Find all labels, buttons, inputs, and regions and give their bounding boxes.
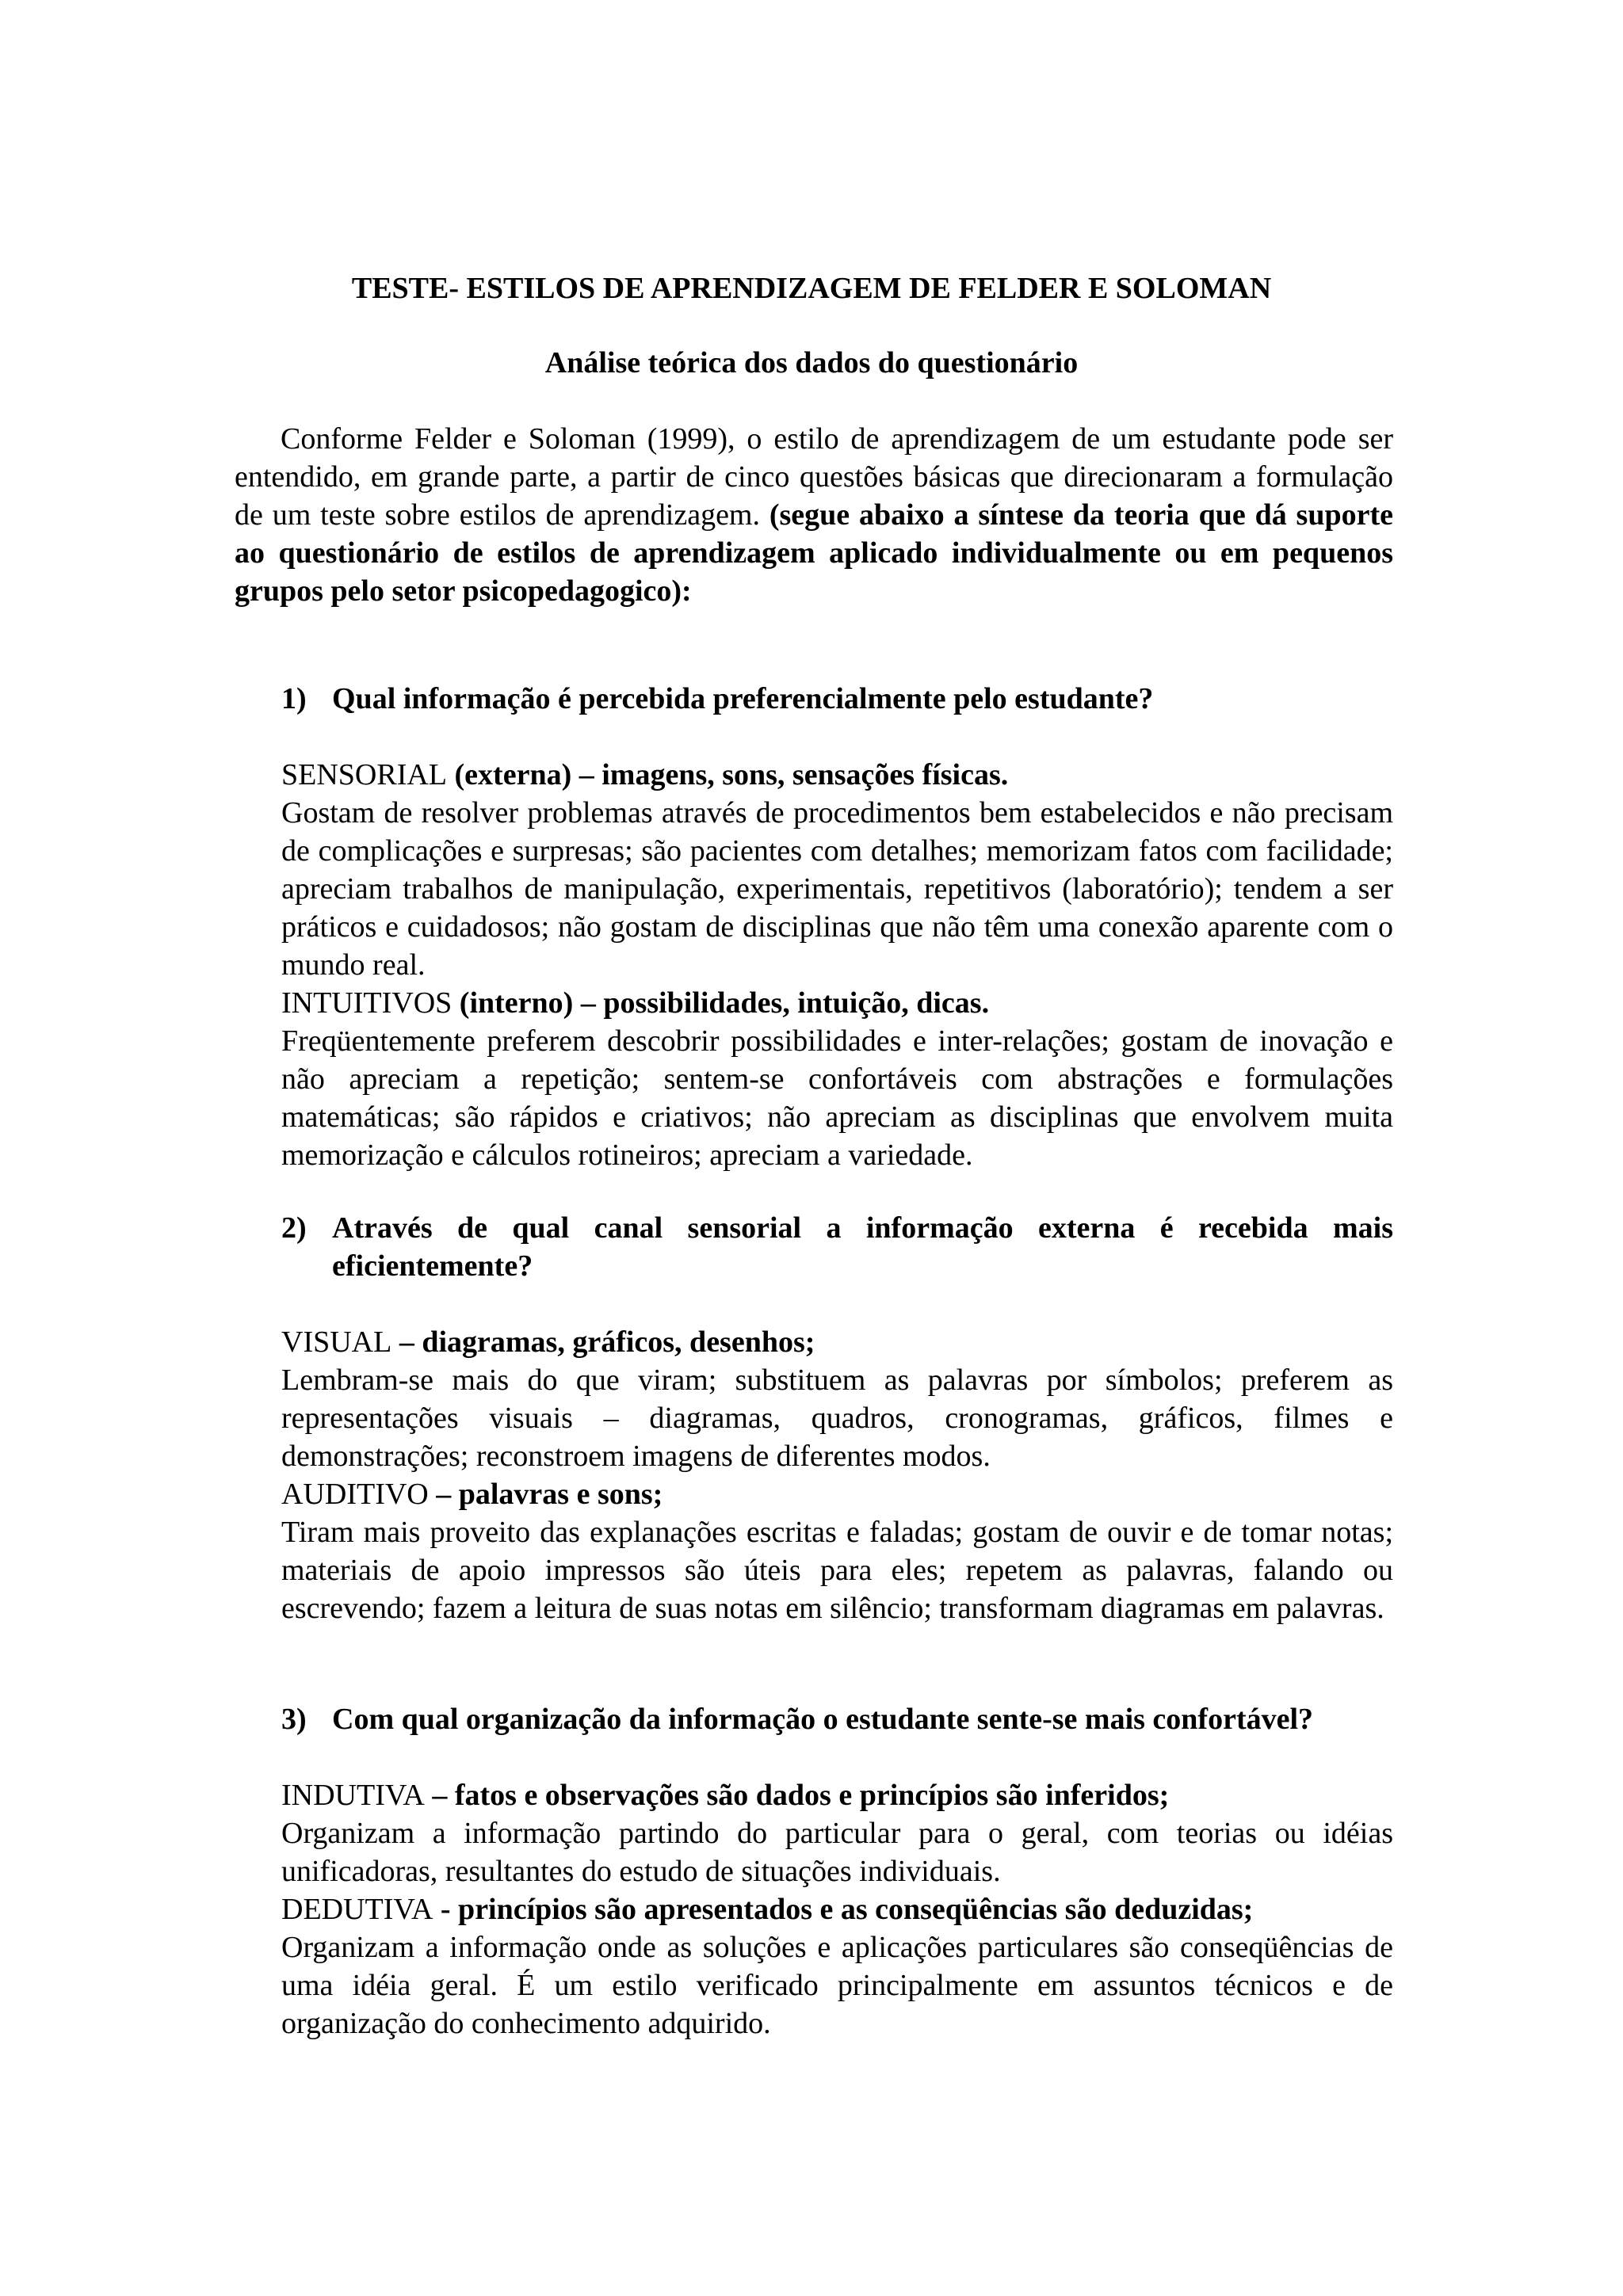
style-name: AUDITIVO — [281, 1478, 429, 1511]
question-1 — [281, 680, 1393, 718]
question-text: Através de qual canal sensorial a informação externa é recebida mais eficientemente? — [332, 1211, 1393, 1283]
style-description-auditivo: Tiram mais proveito das explanações escritas e faladas; gostam de ouvir e de tomar notas; materiais de apoio impressos são úteis para eles; repetem as palavras, falando ou escrevendo; fazem a leitura de suas notas em silêncio; transformam diagramas em palavras. — [281, 1516, 1393, 1625]
style-name: DEDUTIVA — [281, 1893, 433, 1926]
style-heading-visual — [281, 1323, 1393, 1361]
intro-paragraph — [235, 420, 1393, 610]
style-description-sensorial: Gostam de resolver problemas através de procedimentos bem estabelecidos e não precisam de complicações e surpresas; são pacientes com detalhes; memorizam fatos com facilidade; apreciam trabalhos de manipulação, experimentais, repetitivos (laboratório); tendem a ser práticos e cuidadosos; não gostam de disciplinas que não têm uma conexão aparente com o mundo real. — [281, 796, 1393, 982]
document-subtitle: Análise teórica dos dados do questionário — [544, 346, 1079, 379]
style-heading-text: (externa) – imagens, sons, sensações físicas. — [447, 758, 1009, 791]
section-3 — [281, 1700, 1393, 2042]
question-text: Qual informação é percebida preferencialmente pelo estudante? — [332, 682, 1154, 715]
question-2 — [281, 1209, 1393, 1285]
intro-text: Conforme Felder e Soloman (1999), o estilo de aprendizagem de um estudante pode ser entendido, em grande parte, a partir de cinco questões básicas que direcionaram a formulação de um teste sobre estilos de aprendizagem. — [235, 422, 1393, 532]
style-name: SENSORIAL — [281, 758, 448, 791]
style-description-intuitivos: Freqüentemente preferem descobrir possibilidades e inter-relações; gostam de inovação e não apreciam a repetição; sentem-se confortáveis com abstrações e formulações matemáticas; são rápidos e criativos; não apreciam as disciplinas que envolvem muita memorização e cálculos rotineiros; apreciam a variedade. — [281, 1024, 1393, 1172]
style-heading-indutiva — [281, 1776, 1393, 1814]
style-heading-sensorial — [281, 756, 1393, 794]
style-name: INDUTIVA — [281, 1779, 425, 1812]
document-title: TESTE- ESTILOS DE APRENDIZAGEM DE FELDER E SOLOMAN — [351, 272, 1272, 305]
style-heading-auditivo — [281, 1475, 1393, 1513]
style-heading-text: (interno) – possibilidades, intuição, dicas. — [452, 986, 990, 1020]
style-description-dedutiva: Organizam a informação onde as soluções e aplicações particulares são conseqüências de uma idéia geral. É um estilo verificado principalmente em assuntos técnicos e de organização do conhecimento adquirido. — [281, 1931, 1393, 2040]
question-number: 3) — [281, 1703, 307, 1736]
section-1 — [281, 680, 1393, 1174]
style-description-indutiva: Organizam a informação partindo do particular para o geral, com teorias ou idéias unificadoras, resultantes do estudo de situações individuais. — [281, 1817, 1393, 1888]
question-3 — [281, 1700, 1393, 1738]
section-2 — [281, 1209, 1393, 1627]
question-number: 1) — [281, 682, 307, 715]
intro-bold-text: (segue abaixo a síntese da teoria que dá suporte ao questionário de estilos de aprendizagem aplicado individualmente ou em pequenos grupos pelo setor psicopedagogico): — [235, 498, 1393, 608]
style-heading-intuitivos — [281, 984, 1393, 1022]
style-heading-text: – diagramas, gráficos, desenhos; — [391, 1325, 815, 1359]
style-heading-dedutiva — [281, 1890, 1393, 1928]
question-number: 2) — [281, 1211, 307, 1245]
style-heading-text: - princípios são apresentados e as conseqüências são deduzidas; — [433, 1893, 1254, 1926]
style-description-visual: Lembram-se mais do que viram; substituem as palavras por símbolos; preferem as representações visuais – diagramas, quadros, cronogramas, gráficos, filmes e demonstrações; reconstroem imagens de diferentes modos. — [281, 1363, 1393, 1473]
style-heading-text: – fatos e observações são dados e princípios são inferidos; — [424, 1779, 1170, 1812]
style-name: VISUAL — [281, 1325, 392, 1359]
style-heading-text: – palavras e sons; — [428, 1478, 663, 1511]
question-text: Com qual organização da informação o estudante sente-se mais confortável? — [332, 1703, 1314, 1736]
style-name: INTUITIVOS — [281, 986, 453, 1020]
